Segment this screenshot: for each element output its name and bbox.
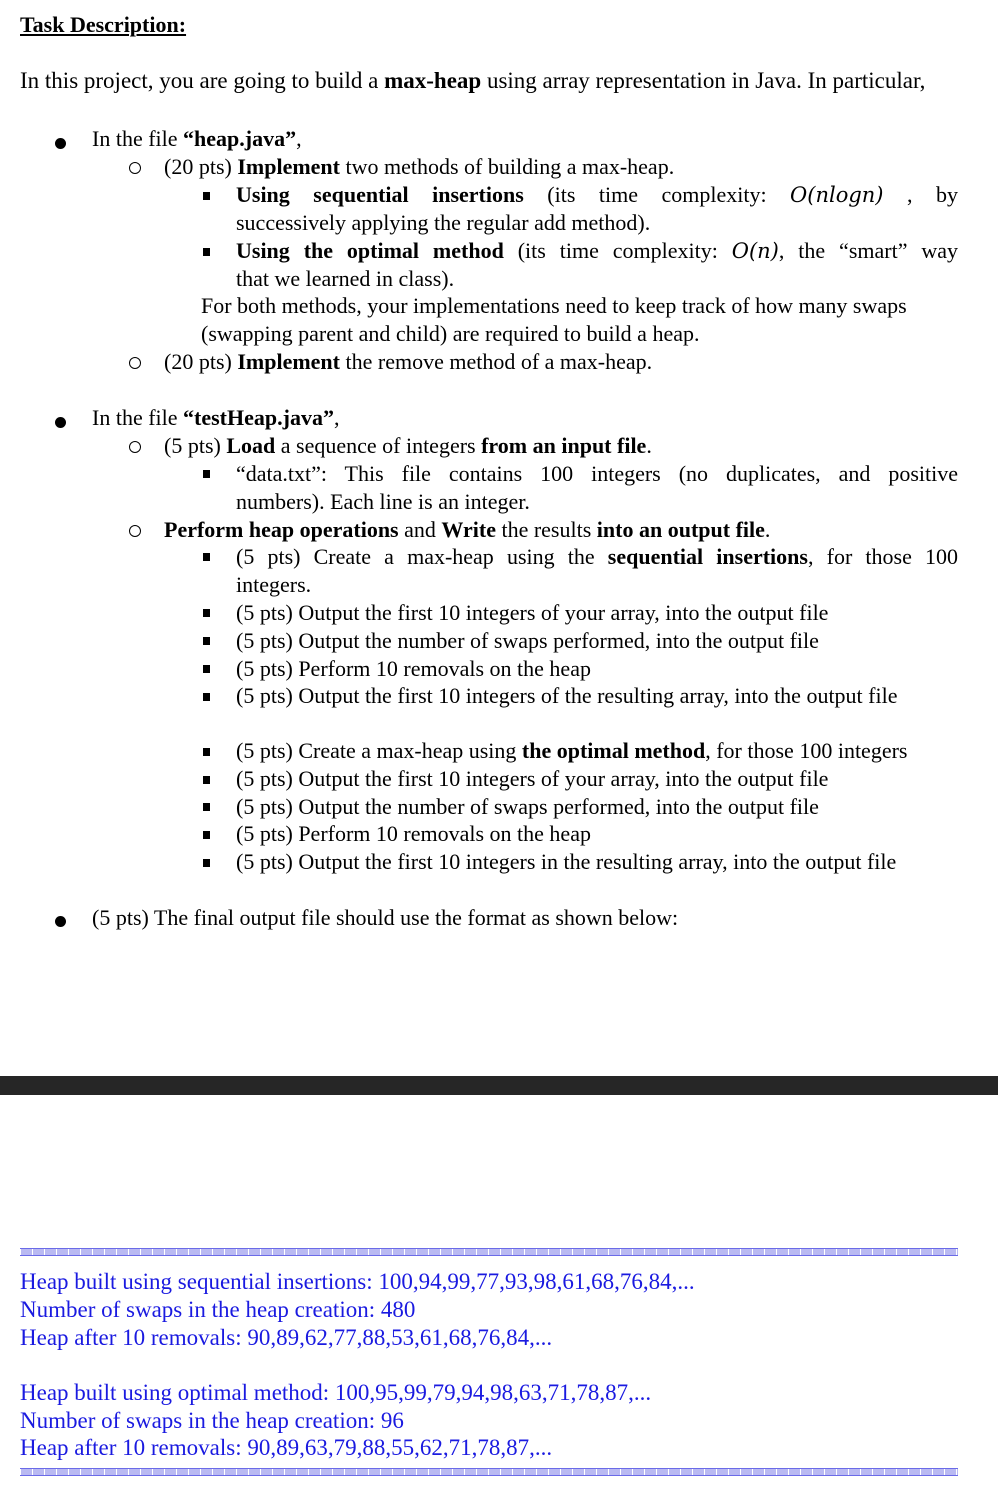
- opt-step: (5 pts) Output the number of swaps performed, into the output file: [236, 794, 819, 819]
- output-seq-swaps: Number of swaps in the heap creation: 480: [20, 1297, 416, 1322]
- square-bullet-icon: [203, 248, 210, 256]
- test-file-label: In the file “testHeap.java”,: [92, 405, 340, 430]
- seq-create-step: (5 pts) Create a max-heap using the sequential insertions, for those 100: [236, 544, 958, 569]
- seq-step: (5 pts) Output the first 10 integers of your array, into the output file: [236, 600, 829, 625]
- test-item-perform: Perform heap operations and Write the results into an output file.: [164, 517, 771, 542]
- circle-bullet-icon: [129, 162, 141, 174]
- square-bullet-icon: [203, 609, 210, 617]
- square-bullet-icon: [203, 192, 210, 200]
- circle-bullet-icon: [129, 525, 141, 537]
- heap-sub-optimal: Using the optimal method (its time complexity: O(n), the “smart” way: [236, 238, 959, 263]
- bullet-icon: [55, 417, 66, 428]
- opt-step: (5 pts) Perform 10 removals on the heap: [236, 821, 591, 846]
- square-bullet-icon: [203, 748, 210, 756]
- square-bullet-icon: [203, 637, 210, 645]
- test-item-load: (5 pts) Load a sequence of integers from an input file.: [164, 433, 652, 458]
- circle-bullet-icon: [129, 441, 141, 453]
- bullet-icon: [55, 916, 66, 927]
- circle-bullet-icon: [129, 357, 141, 369]
- output-seq-after: Heap after 10 removals: 90,89,62,77,88,53,61,68,76,84,...: [20, 1325, 553, 1350]
- format-item: (5 pts) The final output file should use the format as shown below:: [92, 905, 679, 930]
- square-bullet-icon: [203, 665, 210, 673]
- square-bullet-icon: [203, 803, 210, 811]
- heap-swap-note: For both methods, your implementations need to keep track of how many swaps: [201, 293, 907, 318]
- heap-sub-sequential-cont: successively applying the regular add method).: [236, 210, 651, 235]
- task-title: Task Description:: [20, 12, 187, 37]
- heap-sub-optimal-cont: that we learned in class).: [236, 266, 455, 291]
- test-data-file: “data.txt”: This file contains 100 integers (no duplicates, and positive: [236, 461, 958, 486]
- bullet-icon: [55, 138, 66, 149]
- opt-step: (5 pts) Output the first 10 integers of your array, into the output file: [236, 766, 829, 791]
- heap-swap-note-cont: (swapping parent and child) are required to build a heap.: [201, 321, 700, 346]
- heap-sub-sequential: Using sequential insertions (its time complexity: O(nlogn) , by: [236, 182, 958, 207]
- square-bullet-icon: [203, 831, 210, 839]
- heap-item-build: (20 pts) Implement two methods of building a max-heap.: [164, 154, 675, 179]
- page-divider: [0, 1076, 998, 1095]
- seq-create-step-cont: integers.: [236, 572, 312, 597]
- output-opt-built: Heap built using optimal method: 100,95,99,79,94,98,63,71,78,87,...: [20, 1380, 652, 1405]
- seq-step: (5 pts) Perform 10 removals on the heap: [236, 656, 591, 681]
- output-opt-after: Heap after 10 removals: 90,89,63,79,88,55,62,71,78,87,...: [20, 1435, 553, 1460]
- square-bullet-icon: [203, 553, 210, 561]
- output-opt-swaps: Number of swaps in the heap creation: 96: [20, 1408, 404, 1433]
- seq-step: (5 pts) Output the first 10 integers of the resulting array, into the output file: [236, 683, 898, 708]
- square-bullet-icon: [203, 776, 210, 784]
- intro-paragraph: In this project, you are going to build a max-heap using array representation in Java. In particular,: [20, 68, 926, 93]
- opt-create-step: (5 pts) Create a max-heap using the optimal method, for those 100 integers: [236, 738, 908, 763]
- seq-step: (5 pts) Output the number of swaps performed, into the output file: [236, 628, 819, 653]
- square-bullet-icon: [203, 470, 210, 478]
- heap-item-remove: (20 pts) Implement the remove method of a max-heap.: [164, 349, 653, 374]
- output-seq-built: Heap built using sequential insertions: 100,94,99,77,93,98,61,68,76,84,...: [20, 1269, 695, 1294]
- heap-file-label: In the file “heap.java”,: [92, 126, 302, 151]
- equals-divider-bottom: [20, 1468, 958, 1476]
- square-bullet-icon: [203, 693, 210, 701]
- test-data-file-cont: numbers). Each line is an integer.: [236, 489, 530, 514]
- opt-step: (5 pts) Output the first 10 integers in the resulting array, into the output file: [236, 849, 897, 874]
- equals-divider-top: [20, 1248, 958, 1256]
- square-bullet-icon: [203, 859, 210, 867]
